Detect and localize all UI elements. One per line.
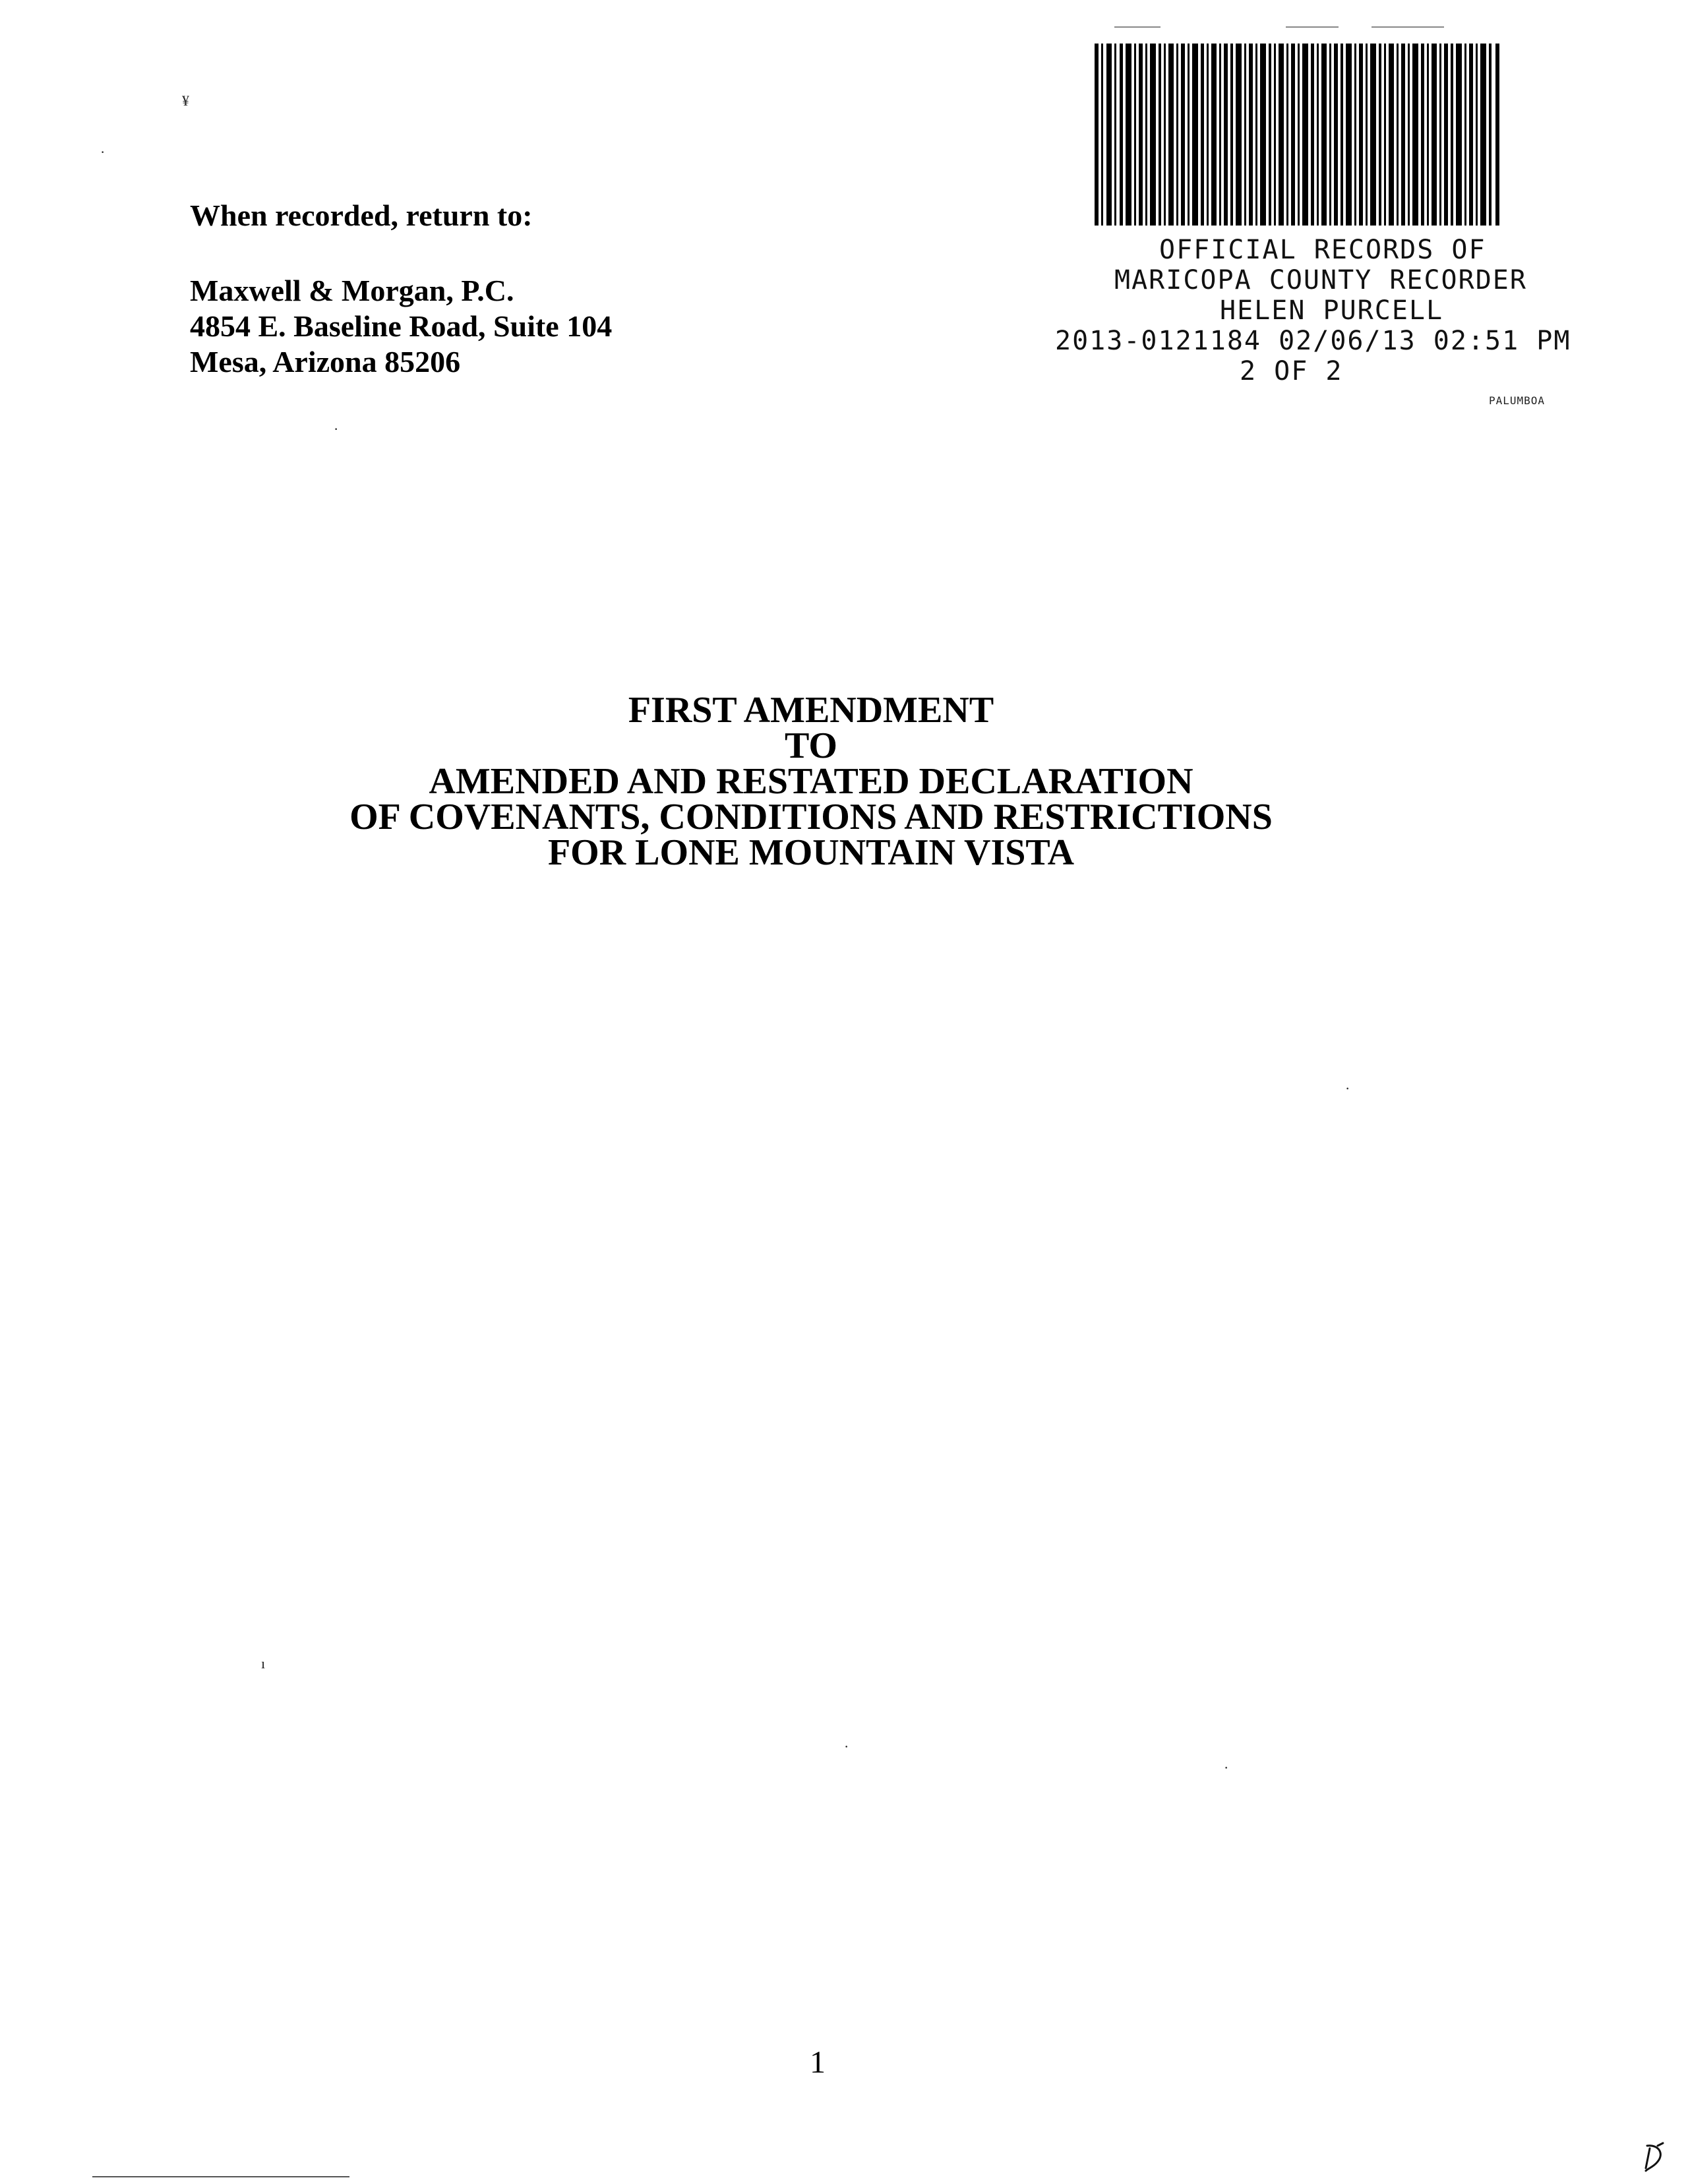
- recorder-stamp: [1055, 235, 1582, 386]
- document-title: [0, 690, 1622, 873]
- scan-speck: ·: [100, 144, 106, 160]
- return-address-block: [190, 198, 612, 380]
- title-line: TO: [785, 725, 837, 766]
- recorder-stamp-line: OFFICIAL RECORDS OF: [1159, 235, 1486, 265]
- scan-artifact-line: [1372, 26, 1444, 28]
- recording-barcode: [1095, 44, 1501, 226]
- title-line: AMENDED AND RESTATED DECLARATION: [429, 761, 1193, 802]
- title-line: OF COVENANTS, CONDITIONS AND RESTRICTIONS: [349, 797, 1273, 837]
- scan-speck: ¥: [182, 92, 189, 109]
- scan-speck: ·: [1224, 1759, 1229, 1776]
- return-address-heading: When recorded, return to:: [190, 198, 533, 232]
- scan-artifact-line: [1114, 26, 1160, 28]
- return-address-city: Mesa, Arizona 85206: [190, 345, 461, 379]
- recording-number: 2013-0121184 02/06/13 02:51 PM: [1055, 326, 1571, 356]
- scan-speck: ·: [334, 421, 339, 437]
- title-line: FOR LONE MOUNTAIN VISTA: [547, 832, 1075, 873]
- recording-page-count: 2 OF 2: [1240, 356, 1343, 386]
- scan-speck: ·: [844, 1738, 849, 1755]
- return-address-street: 4854 E. Baseline Road, Suite 104: [190, 309, 613, 343]
- scan-artifact-line: [1286, 26, 1339, 28]
- page-number: 1: [810, 2045, 826, 2080]
- title-line: FIRST AMENDMENT: [628, 690, 994, 731]
- handwritten-initial-mark: [1641, 2142, 1667, 2173]
- return-address-firm: Maxwell & Morgan, P.C.: [190, 274, 514, 307]
- recorder-stamp-line: MARICOPA COUNTY RECORDER: [1114, 265, 1527, 295]
- recorder-stamp-line: HELEN PURCELL: [1220, 295, 1444, 326]
- recorder-clerk-id: PALUMBOA: [1489, 394, 1546, 407]
- scan-artifact-line: [92, 2176, 349, 2177]
- scan-speck: ı: [261, 1655, 266, 1672]
- scan-speck: ·: [1345, 1080, 1350, 1097]
